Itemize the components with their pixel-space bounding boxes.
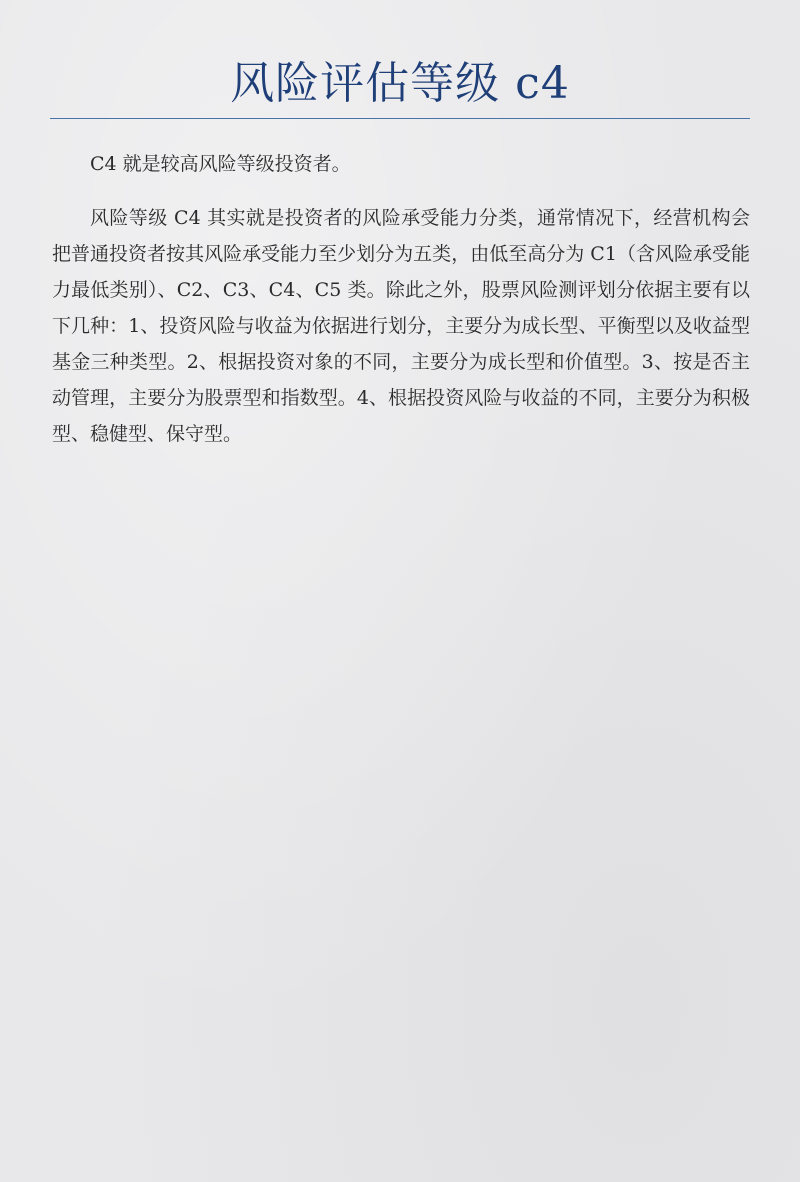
- paragraph-1: C4 就是较高风险等级投资者。: [90, 153, 351, 175]
- document-body: [52, 146, 750, 452]
- paragraph-2: 风险等级 C4 其实就是投资者的风险承受能力分类，通常情况下，经营机构会把普通投资者按其风险承受能力至少划分为五类，由低至高分为 C1（含风险承受能力最低类别）、C2、C3、C4、C5 类。除此之外，股票风险测评划分依据主要有以下几种：1、投资风险与收益为依据进行划分，主要分为成长型、平衡型以及收益型基金三种类型。2、根据投资对象的不同，主要分为成长型和价值型。3、按是否主动管理，主要分为股票型和指数型。4、根据投资风险与收益的不同，主要分为积极型、稳健型、保守型。: [52, 207, 750, 445]
- title-divider: [50, 118, 750, 119]
- page-title: 风险评估等级 c4: [230, 58, 570, 109]
